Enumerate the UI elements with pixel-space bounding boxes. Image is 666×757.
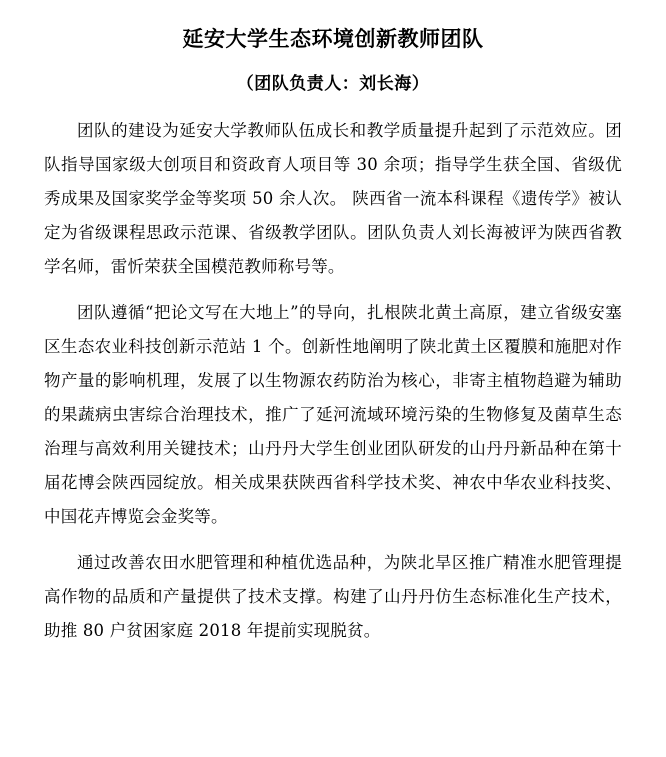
paragraph: 通过改善农田水肥管理和种植优选品种，为陕北旱区推广精准水肥管理提高作物的品质和产量提供了技术支撑。构建了山丹丹仿生态标准化生产技术，助推 80 户贫困家庭 2018 年提前实现脱贫。: [44, 553, 622, 641]
paragraph: 团队的建设为延安大学教师队伍成长和教学质量提升起到了示范效应。团队指导国家级大创项目和资政育人项目等 30 余项；指导学生获全国、省级优秀成果及国家奖学金等奖项 50 余人次。 陕西省一流本科课程《遗传学》被认定为省级课程思政示范课、省级教学团队。团队负责人刘长海被评为陕西省教学名师，雷忻荣获全国模范教师称号等。: [44, 121, 622, 277]
paragraph: 团队遵循“把论文写在大地上”的导向，扎根陕北黄土高原，建立省级安塞区生态农业科技创新示范站 1 个。创新性地阐明了陕北黄土区覆膜和施肥对作物产量的影响机理，发展了以生物源农药防治为核心，非寄主植物趋避为辅助的果蔬病虫害综合治理技术，推广了延河流域环境污染的生物修复及菌草生态治理与高效利用关键技术；山丹丹大学生创业团队研发的山丹丹新品种在第十届花博会陕西园绽放。相关成果获陕西省科学技术奖、神农中华农业科技奖、中国花卉博览会金奖等。: [44, 303, 622, 527]
team-leader-subtitle: （团队负责人：刘长海）: [236, 74, 430, 95]
document-body: [44, 114, 622, 648]
page-title: 延安大学生态环境创新教师团队: [182, 26, 484, 51]
